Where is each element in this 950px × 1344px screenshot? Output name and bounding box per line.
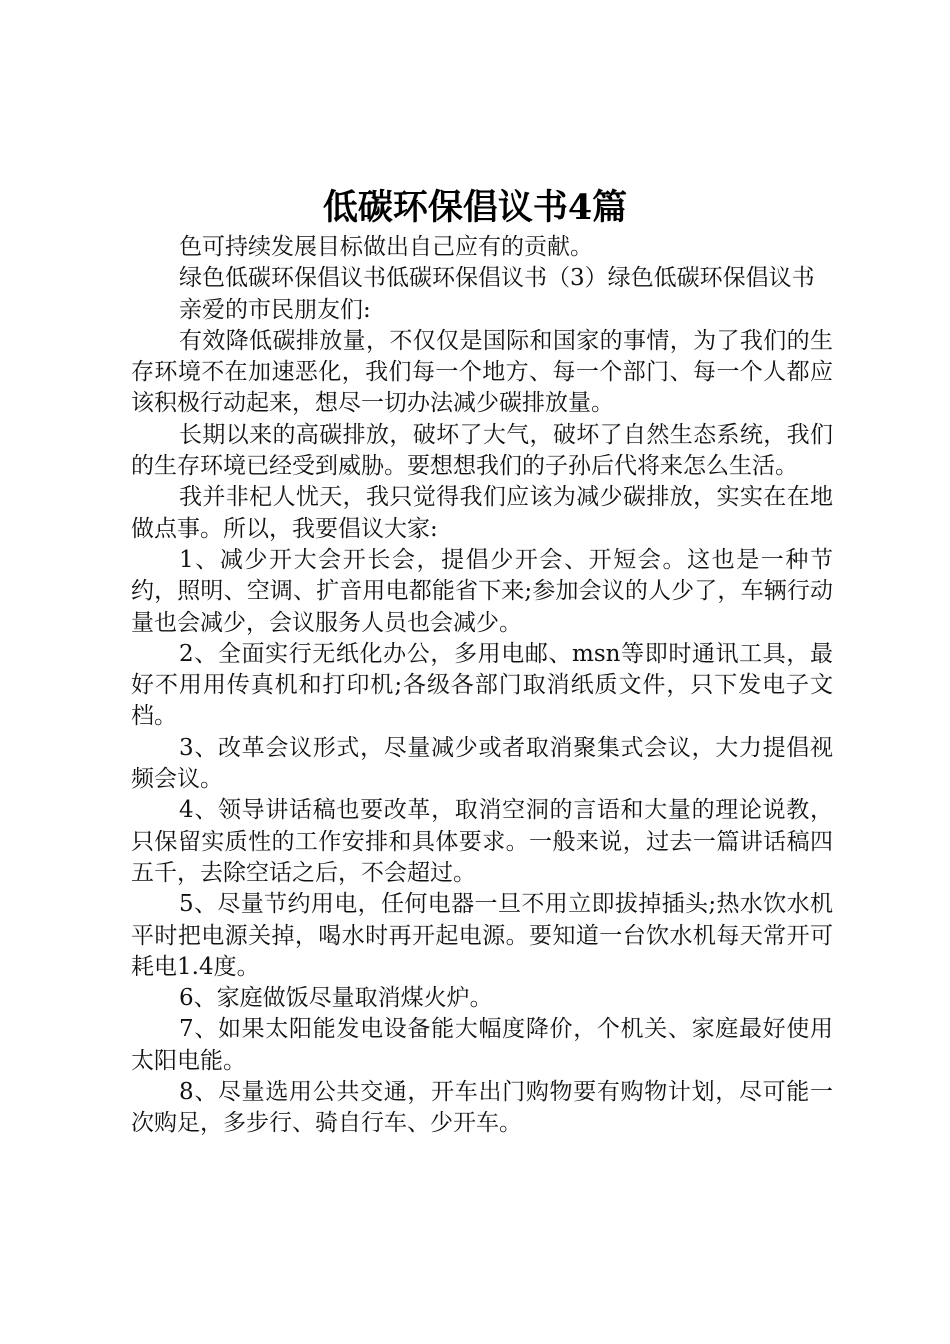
list-item: 8、尽量选用公共交通，开车出门购物要有购物计划，尽可能一次购足，多步行、骑自行车、少开车。 [131, 1079, 833, 1137]
list-item: 6、家庭做饭尽量取消煤火炉。 [179, 985, 493, 1012]
salutation: 亲爱的市民朋友们: [179, 296, 371, 323]
list-item: 2、全面实行无纸化办公，多用电邮、msn等即时通讯工具，最好不用用传真机和打印机;各级各部门取消纸质文件，只下发电子文档。 [131, 640, 833, 730]
paragraph: 有效降低碳排放量，不仅仅是国际和国家的事情，为了我们的生存环境不在加速恶化，我们每一个地方、每一个部门、每一个人都应该积极行动起来，想尽一切办法减少碳排放量。 [131, 327, 833, 417]
paragraph: 绿色低碳环保倡议书低碳环保倡议书（3）绿色低碳环保倡议书 [179, 265, 815, 292]
paragraph: 我并非杞人忧天，我只觉得我们应该为减少碳排放，实实在在地做点事。所以，我要倡议大家: [131, 484, 833, 542]
paragraph: 色可持续发展目标做出自己应有的贡献。 [179, 234, 593, 260]
list-item: 7、如果太阳能发电设备能大幅度降价，个机关、家庭最好使用太阳电能。 [131, 1016, 833, 1074]
document-title: 低碳环保倡议书4篇 [322, 187, 628, 228]
list-item: 5、尽量节约用电，任何电器一旦不用立即拔掉插头;热水饮水机平时把电源关掉，喝水时再开起电源。要知道一台饮水机每天常开可耗电1.4度。 [131, 891, 833, 980]
document-body [131, 232, 833, 1140]
list-item: 1、减少开大会开长会，提倡少开会、开短会。这也是一种节约，照明、空调、扩音用电都能省下来;参加会议的人少了，车辆行动量也会减少，会议服务人员也会减少。 [131, 546, 833, 636]
paragraph: 长期以来的高碳排放，破坏了大气，破坏了自然生态系统，我们的生存环境已经受到威胁。要想想我们的子孙后代将来怎么生活。 [131, 421, 833, 480]
list-item: 4、领导讲话稿也要改革，取消空洞的言语和大量的理论说教，只保留实质性的工作安排和具体要求。一般来说，过去一篇讲话稿四五千，去除空话之后，不会超过。 [131, 797, 833, 886]
list-item: 3、改革会议形式，尽量减少或者取消聚集式会议，大力提倡视频会议。 [131, 734, 833, 793]
